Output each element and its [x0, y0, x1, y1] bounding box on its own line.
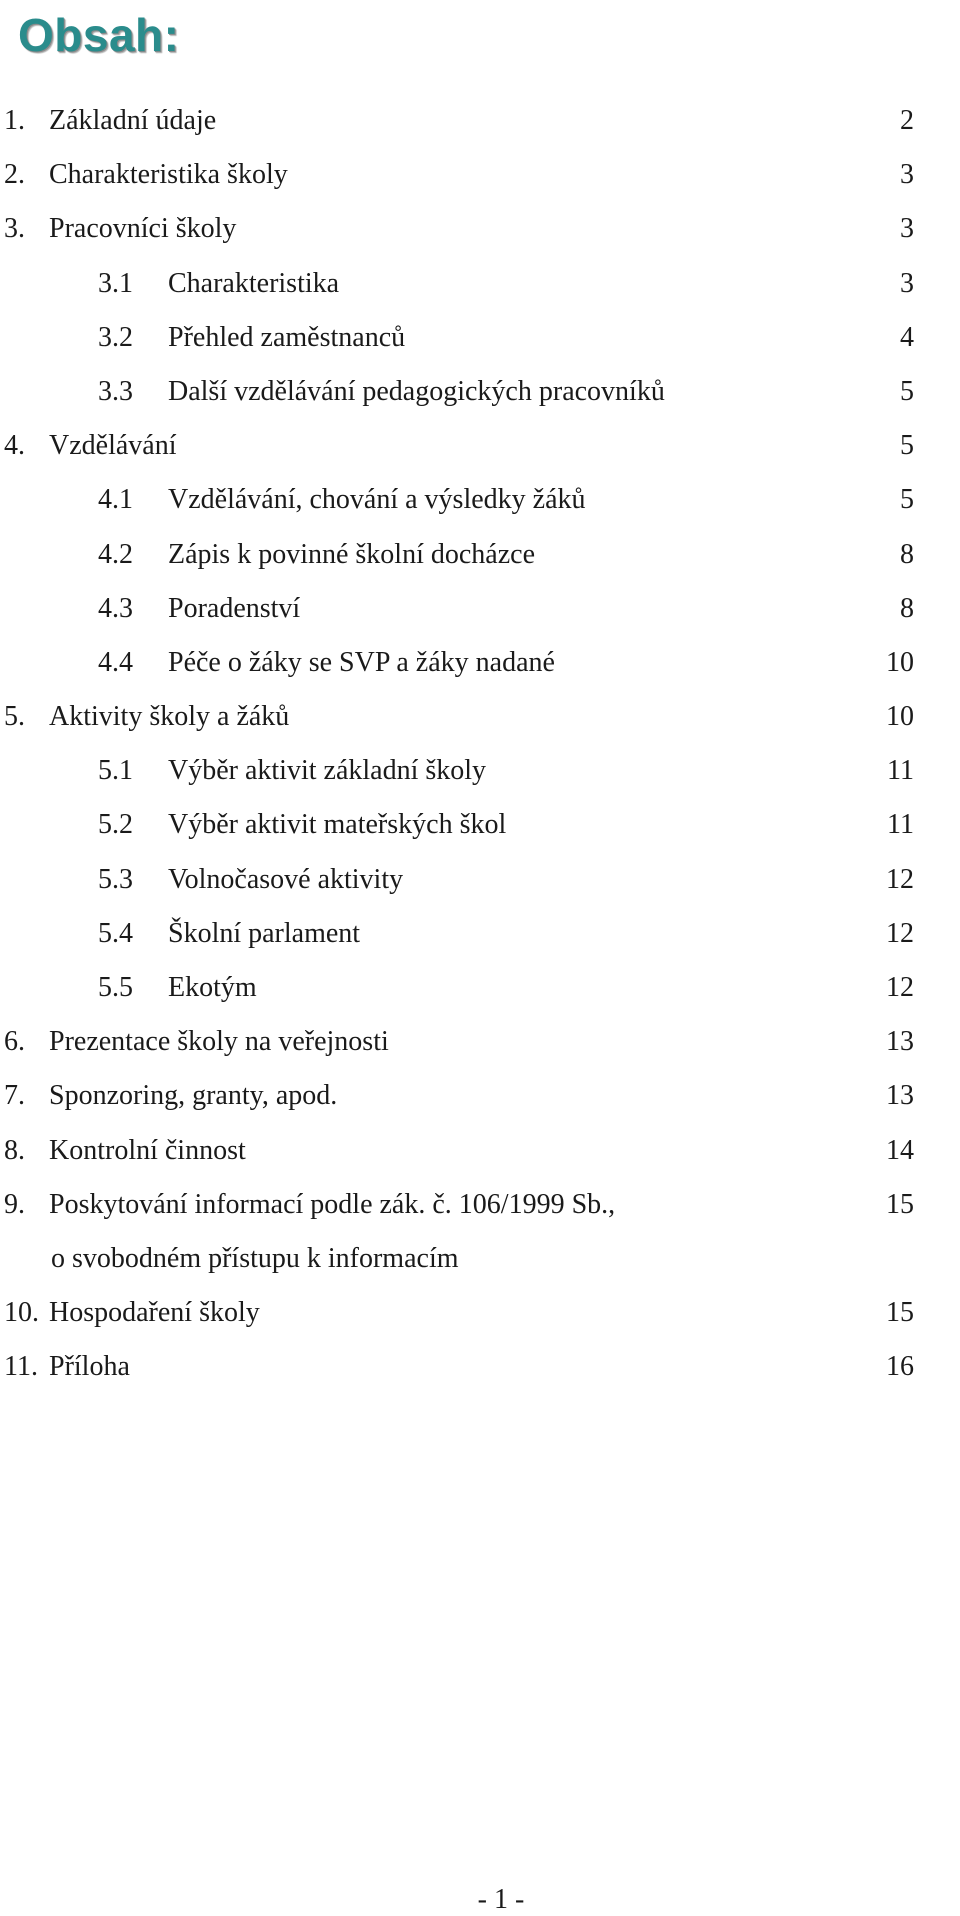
toc-entry-label: Ekotým [168, 972, 257, 1003]
toc-entry-page: 3 [900, 159, 914, 191]
toc-entry [0, 853, 960, 907]
toc-entry-number: 8. [4, 1134, 25, 1166]
toc-entry-number: 4. [4, 430, 25, 462]
toc-entry-number: 6. [4, 1026, 25, 1058]
toc-entry-label: Vzdělávání [49, 430, 177, 462]
toc-entry-number: 4.3 [98, 592, 133, 624]
toc-entry-page: 13 [886, 1026, 914, 1058]
toc-entry [0, 961, 960, 1015]
toc-entry-page: 10 [886, 646, 914, 678]
toc-entry [0, 744, 960, 798]
toc-entry-label: Poradenství [168, 592, 301, 624]
toc-entry-number: 1. [4, 105, 25, 136]
toc-entry [0, 907, 960, 961]
toc-entry-label: Volnočasové aktivity [168, 863, 404, 895]
toc-entry-number: 9. [4, 1188, 25, 1220]
toc-entry-number: 5. [4, 701, 25, 733]
toc-entry-page: 5 [900, 484, 914, 516]
toc-entry-page: 8 [900, 538, 914, 570]
toc-entry-number: 5.1 [98, 755, 133, 787]
toc-entry [0, 1015, 960, 1069]
toc-entry [0, 94, 960, 148]
toc-entry-page: 15 [886, 1297, 914, 1329]
toc-entry-number: 3.2 [98, 321, 133, 353]
toc-entry [0, 1232, 960, 1286]
toc-entry-label: Přehled zaměstnanců [168, 321, 406, 353]
toc-entry [0, 1069, 960, 1123]
toc-entry-number: 2. [4, 159, 25, 191]
toc-entry-page: 8 [900, 592, 914, 624]
toc-entry [0, 1340, 960, 1394]
toc-entry-label: Školní parlament [168, 917, 361, 949]
toc-entry [0, 419, 960, 473]
toc-entry [0, 582, 960, 636]
toc-entry-label: Sponzoring, granty, apod. [49, 1080, 338, 1112]
toc-entry-label: Péče o žáky se SVP a žáky nadané [168, 646, 555, 678]
toc-entry-number: 3.3 [98, 375, 133, 407]
toc-entry-page: 15 [886, 1188, 914, 1220]
toc-entry-number: 3. [4, 213, 25, 245]
toc-entry [0, 1124, 960, 1178]
toc-entry-label: Kontrolní činnost [49, 1134, 246, 1166]
toc-entry-label: Další vzdělávání pedagogických pracovníků [168, 375, 665, 407]
toc-entry-page: 4 [900, 321, 914, 353]
toc-entry-number: 4.2 [98, 538, 133, 570]
toc-entry [0, 798, 960, 852]
toc-entry-number: 7. [4, 1080, 25, 1112]
toc-entry-page: 3 [900, 213, 914, 245]
page-number-footer: - 1 - [477, 1884, 525, 1915]
toc-entry-number: 4.4 [98, 646, 133, 678]
toc-entry-page: 12 [886, 863, 914, 895]
toc-entry [0, 528, 960, 582]
toc-entry-number: 4.1 [98, 484, 133, 516]
toc-entry-number: 11. [4, 1351, 38, 1383]
toc-entry [0, 690, 960, 744]
toc-entry-number: 3.1 [98, 267, 133, 299]
toc-entry-page: 5 [900, 375, 914, 407]
toc-entry-page: 11 [887, 809, 914, 841]
toc-entry-label: Pracovníci školy [49, 213, 237, 245]
toc-entry-number: 5.3 [98, 863, 133, 895]
toc-entry [0, 202, 960, 256]
toc-entry-number: 5.4 [98, 917, 133, 949]
toc-entry-page: 11 [887, 755, 914, 787]
toc-entry-number: 10. [4, 1297, 39, 1329]
toc-entry [0, 473, 960, 527]
toc-entry-label: Poskytování informací podle zák. č. 106/1999 Sb., [49, 1188, 616, 1220]
toc-entry-label: Prezentace školy na veřejnosti [49, 1026, 389, 1058]
toc-entry-label: Zápis k povinné školní docházce [168, 538, 536, 570]
toc-entry-page: 16 [886, 1351, 914, 1383]
toc-entry-label: Výběr aktivit mateřských škol [168, 809, 507, 841]
toc-entry-label: Charakteristika [168, 267, 340, 299]
toc-entry-page: 5 [900, 430, 914, 462]
toc-entry [0, 365, 960, 419]
toc-entry-label: o svobodném přístupu k informacím [51, 1242, 459, 1274]
toc-entry [0, 1178, 960, 1232]
toc-entry-page: 2 [900, 105, 914, 136]
toc-entry-label: Charakteristika školy [49, 159, 288, 191]
toc-entry-label: Základní údaje [49, 105, 217, 136]
toc-entry-page: 12 [886, 972, 914, 1003]
toc-entry-page: 13 [886, 1080, 914, 1112]
toc-entry [0, 636, 960, 690]
toc-entry-label: Aktivity školy a žáků [49, 701, 290, 733]
toc-entry [0, 257, 960, 311]
table-of-contents [0, 94, 960, 1395]
toc-entry-page: 12 [886, 917, 914, 949]
toc-entry-page: 3 [900, 267, 914, 299]
toc-entry-label: Výběr aktivit základní školy [168, 755, 487, 787]
page-title: Obsah: [18, 9, 180, 61]
toc-entry-label: Hospodaření školy [49, 1297, 260, 1329]
toc-entry-label: Vzdělávání, chování a výsledky žáků [168, 484, 586, 516]
toc-entry-number: 5.2 [98, 809, 133, 841]
toc-entry [0, 311, 960, 365]
toc-entry [0, 1286, 960, 1340]
toc-entry-number: 5.5 [98, 972, 133, 1003]
toc-entry-page: 10 [886, 701, 914, 733]
toc-entry-page: 14 [886, 1134, 914, 1166]
toc-entry-label: Příloha [49, 1351, 130, 1383]
toc-entry [0, 148, 960, 202]
